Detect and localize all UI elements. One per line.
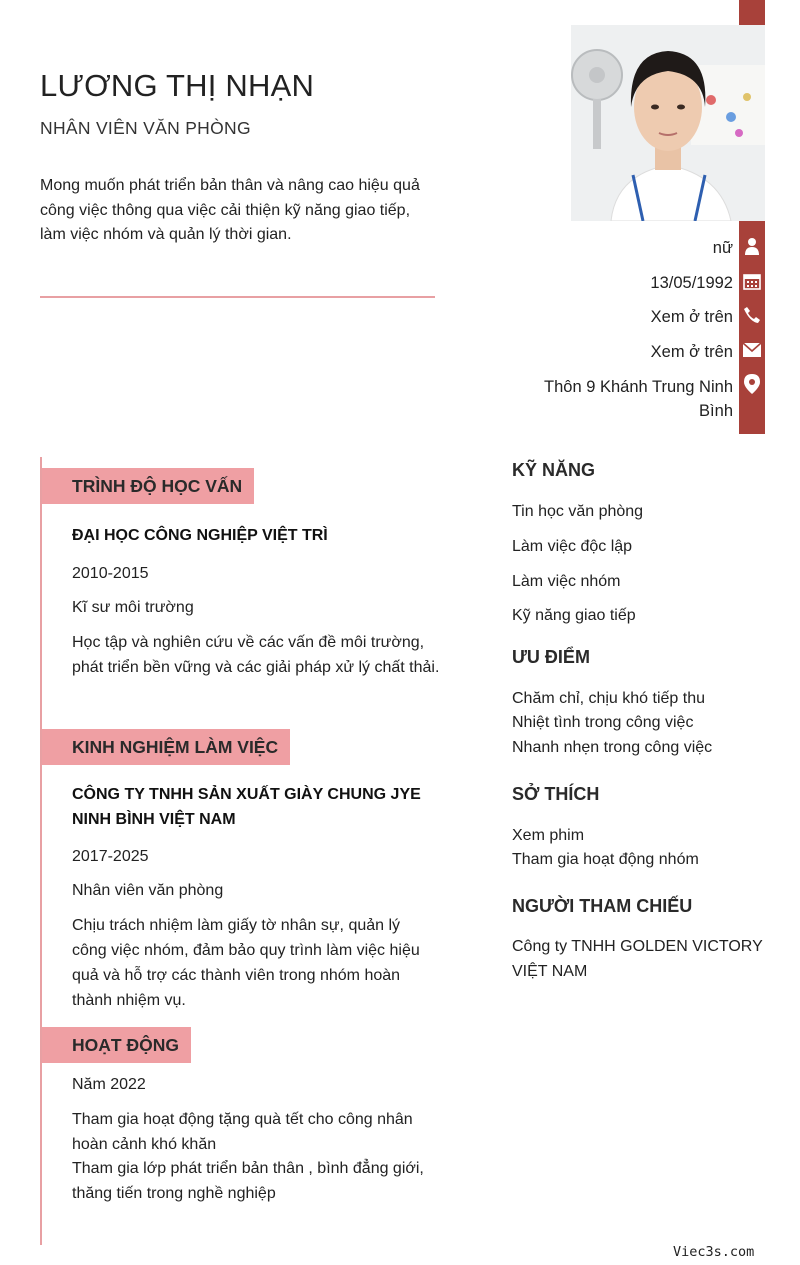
skill-item: Tin học văn phòng (512, 503, 644, 520)
calendar-icon (742, 271, 762, 291)
candidate-name: LƯƠNG THỊ NHẠN (40, 68, 315, 103)
address-line-2: Bình (699, 402, 733, 420)
skill-item: Làm việc độc lập (512, 538, 633, 555)
phone-icon (742, 305, 762, 325)
experience-role: Nhân viên văn phòng (72, 882, 224, 899)
references-heading: NGƯỜI THAM CHIẾU (512, 896, 693, 916)
portrait-illustration (571, 25, 765, 221)
education-heading: TRÌNH ĐỘ HỌC VẤN (42, 468, 254, 504)
education-period: 2010-2015 (72, 565, 149, 582)
strength-item: Nhiệt tình trong công việc (512, 714, 694, 731)
experience-company: CÔNG TY TNHH SẢN XUẤT GIÀY CHUNG JYE NINH BÌNH VIỆT NAM (72, 786, 421, 828)
activities-item-1: Tham gia hoạt động tặng quà tết cho công nhân hoàn cảnh khó khăn (72, 1111, 413, 1153)
site-watermark[interactable]: Viec3s.com (673, 1244, 755, 1260)
career-objective: Mong muốn phát triển bản thân và nâng cao hiệu quả công việc thông qua việc cải thiện kỹ năng giao tiếp, làm việc nhóm và quản lý thời gian. (40, 177, 420, 243)
skills-heading: KỸ NĂNG (512, 460, 596, 480)
hobby-item: Xem phim (512, 827, 585, 844)
address-value (544, 375, 733, 423)
experience-heading: KINH NGHIỆM LÀM VIỆC (42, 729, 290, 765)
gender-value: nữ (712, 239, 733, 257)
activities-heading: HOẠT ĐỘNG (42, 1027, 191, 1063)
strengths-heading: ƯU ĐIỂM (512, 647, 590, 667)
address-line-1: Thôn 9 Khánh Trung Ninh (544, 378, 733, 396)
hobby-item: Tham gia hoạt động nhóm (512, 851, 699, 868)
phone-value: Xem ở trên (650, 308, 733, 326)
strength-item: Chăm chỉ, chịu khó tiếp thu (512, 690, 705, 707)
timeline-line (40, 457, 42, 1245)
hobbies-heading: SỞ THÍCH (512, 784, 600, 804)
activities-year: Năm 2022 (72, 1076, 146, 1093)
person-icon (742, 236, 762, 256)
strength-item: Nhanh nhẹn trong công việc (512, 739, 713, 756)
mail-icon (742, 340, 762, 360)
profile-photo (571, 25, 765, 221)
dob-value: 13/05/1992 (650, 274, 733, 292)
education-description: Học tập và nghiên cứu về các vấn đề môi trường, phát triển bền vững và các giải pháp xử lý chất thải. (72, 634, 440, 676)
reference-text: Công ty TNHH GOLDEN VICTORY VIỆT NAM (512, 938, 763, 980)
experience-period: 2017-2025 (72, 848, 149, 865)
divider (40, 296, 435, 298)
skill-item: Kỹ năng giao tiếp (512, 607, 636, 624)
education-school: ĐẠI HỌC CÔNG NGHIỆP VIỆT TRÌ (72, 527, 328, 544)
location-icon (742, 374, 762, 394)
top-accent-bar (739, 0, 765, 25)
email-value: Xem ở trên (650, 343, 733, 361)
experience-description: Chịu trách nhiệm làm giấy tờ nhân sự, quản lý công việc nhóm, đảm bảo quy trình làm việc hiệu quả và hỗ trợ các thành viên trong nhóm hoàn thành nhiệm vụ. (72, 917, 420, 1009)
skill-item: Làm việc nhóm (512, 573, 621, 590)
activities-item-2: Tham gia lớp phát triển bản thân , bình đẳng giới, thăng tiến trong nghề nghiệp (72, 1160, 424, 1202)
job-position: NHÂN VIÊN VĂN PHÒNG (40, 118, 251, 138)
education-major: Kĩ sư môi trường (72, 599, 194, 616)
